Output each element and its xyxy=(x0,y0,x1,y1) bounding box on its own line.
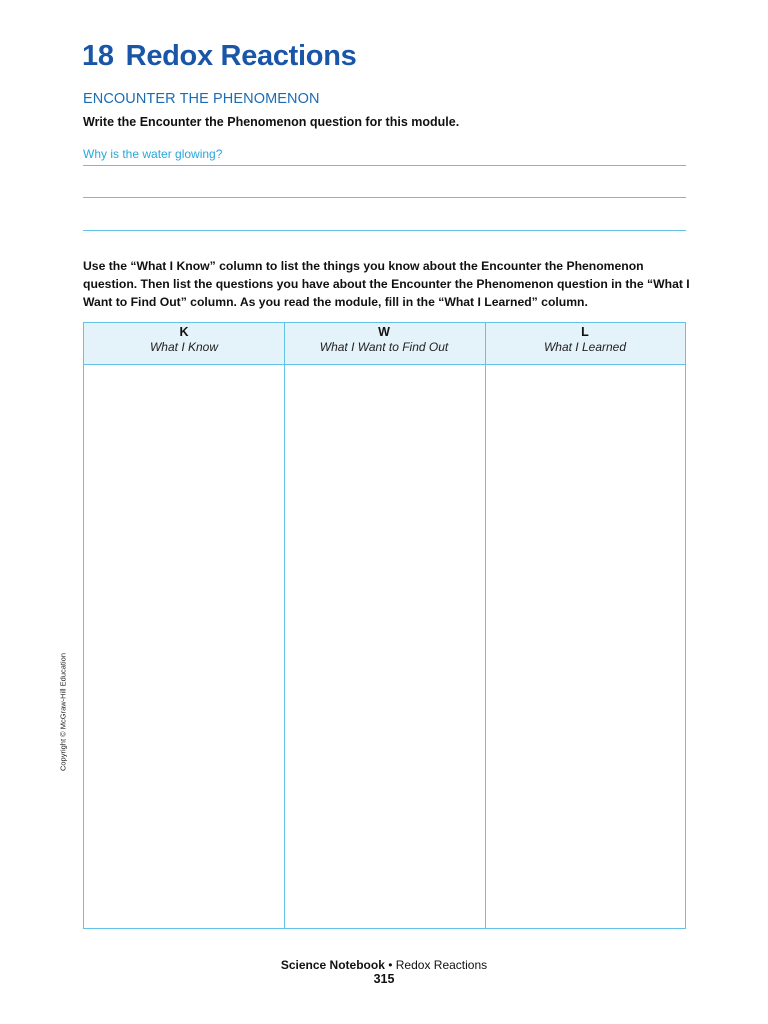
kwl-column-k-header xyxy=(84,323,284,365)
section-heading: ENCOUNTER THE PHENOMENON xyxy=(83,91,320,107)
column-divider xyxy=(485,323,486,928)
footer-separator: • xyxy=(384,958,396,972)
answer-line-1[interactable] xyxy=(83,165,686,166)
page-footer xyxy=(0,958,768,986)
kwl-instructions: Use the “What I Know” column to list the things you know about the Encounter the Phenomenon question. Then list the questions you have about the Encounter the Phenomenon question in the “What I Want to Find Out” column. As you read the module, fill in the “What I Learned” column. xyxy=(83,259,690,309)
column-divider xyxy=(284,323,285,928)
column-letter: W xyxy=(378,325,390,339)
kwl-table xyxy=(83,322,686,929)
kwl-column-w-header xyxy=(284,323,484,365)
column-label: What I Learned xyxy=(543,340,627,354)
kwl-column-l-header xyxy=(485,323,685,365)
encounter-instruction: Write the Encounter the Phenomenon question for this module. xyxy=(83,115,460,129)
copyright-note: Copyright © McGraw-Hill Education xyxy=(58,652,68,772)
column-label: What I Want to Find Out xyxy=(319,340,449,354)
column-letter: K xyxy=(179,325,189,339)
page-title xyxy=(82,40,356,73)
footer-book: Science Notebook xyxy=(280,958,385,972)
column-label: What I Know xyxy=(149,340,219,354)
footer-chapter: Redox Reactions xyxy=(395,958,488,972)
module-title: Redox Reactions xyxy=(125,40,357,72)
answer-line-2[interactable] xyxy=(83,197,686,198)
answer-line-3[interactable] xyxy=(83,230,686,231)
column-letter: L xyxy=(581,325,589,339)
encounter-answer[interactable]: Why is the water glowing? xyxy=(83,147,223,161)
page-number: 315 xyxy=(373,972,395,986)
module-number: 18 xyxy=(82,40,114,72)
